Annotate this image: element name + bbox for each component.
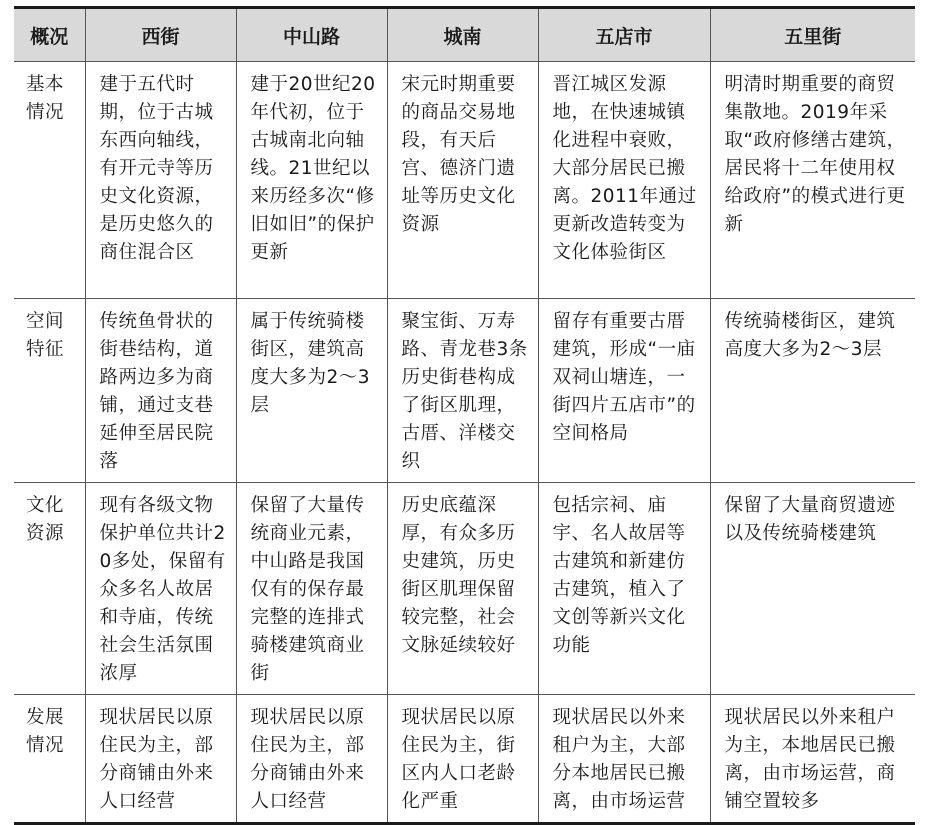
table-header xyxy=(14,8,915,62)
table-body xyxy=(14,62,915,824)
table-cell: 属于传统骑楼街区，建筑高度大多为2～3层 xyxy=(236,299,387,483)
row-label-cultural-resources: 文化资源 xyxy=(14,483,85,695)
table-cell: 现状居民以原住民为主，街区内人口老龄化严重 xyxy=(387,695,538,824)
table-cell: 宋元时期重要的商品交易地段，有天后宫、德济门遗址等历史文化资源 xyxy=(387,62,538,299)
header-xijie: 西街 xyxy=(85,8,236,62)
table-cell: 明清时期重要的商贸集散地。2019年采取“政府修缮古建筑，居民将十二年使用权给政府”的模式进行更新 xyxy=(710,62,915,299)
table-row xyxy=(14,299,915,483)
comparison-table-container xyxy=(14,6,915,825)
table-cell: 现有各级文物保护单位共计20多处，保留有众多名人故居和寺庙，传统社会生活氛围浓厚 xyxy=(85,483,236,695)
header-chengnan: 城南 xyxy=(387,8,538,62)
row-label-development: 发展情况 xyxy=(14,695,85,824)
table-cell: 保留了大量传统商业元素，中山路是我国仅有的保存最完整的连排式骑楼建筑商业街 xyxy=(236,483,387,695)
header-overview: 概况 xyxy=(14,8,85,62)
table-cell: 传统鱼骨状的街巷结构，道路两边多为商铺，通过支巷延伸至居民院落 xyxy=(85,299,236,483)
street-comparison-table xyxy=(14,6,915,825)
table-row xyxy=(14,483,915,695)
header-wudianshi: 五店市 xyxy=(538,8,710,62)
table-cell: 建于五代时期，位于古城东西向轴线，有开元寺等历史文化资源，是历史悠久的商住混合区 xyxy=(85,62,236,299)
row-label-basic-info: 基本情况 xyxy=(14,62,85,299)
table-cell: 现状居民以外来租户为主，大部分本地居民已搬离，由市场运营 xyxy=(538,695,710,824)
header-wulijie: 五里街 xyxy=(710,8,915,62)
table-cell: 现状居民以原住民为主，部分商铺由外来人口经营 xyxy=(236,695,387,824)
table-cell: 历史底蕴深厚，有众多历史建筑，历史街区肌理保留较完整，社会文脉延续较好 xyxy=(387,483,538,695)
header-row xyxy=(14,8,915,62)
table-cell: 建于20世纪20年代初，位于古城南北向轴线。21世纪以来历经多次“修旧如旧”的保护更新 xyxy=(236,62,387,299)
table-cell: 现状居民以原住民为主，部分商铺由外来人口经营 xyxy=(85,695,236,824)
table-cell: 留存有重要古厝建筑，形成“一庙双祠山塘连，一街四片五店市”的空间格局 xyxy=(538,299,710,483)
table-cell: 聚宝街、万寿路、青龙巷3条历史街巷构成了街区肌理，古厝、洋楼交织 xyxy=(387,299,538,483)
table-row xyxy=(14,695,915,824)
table-cell: 传统骑楼街区，建筑高度大多为2～3层 xyxy=(710,299,915,483)
row-label-spatial-features: 空间特征 xyxy=(14,299,85,483)
table-cell: 晋江城区发源地，在快速城镇化进程中衰败，大部分居民已搬离。2011年通过更新改造转变为文化体验街区 xyxy=(538,62,710,299)
table-cell: 包括宗祠、庙宇、名人故居等古建筑和新建仿古建筑，植入了文创等新兴文化功能 xyxy=(538,483,710,695)
table-row xyxy=(14,62,915,299)
table-cell: 现状居民以外来租户为主，本地居民已搬离，由市场运营，商铺空置较多 xyxy=(710,695,915,824)
table-cell: 保留了大量商贸遗迹以及传统骑楼建筑 xyxy=(710,483,915,695)
header-zhongshanlu: 中山路 xyxy=(236,8,387,62)
